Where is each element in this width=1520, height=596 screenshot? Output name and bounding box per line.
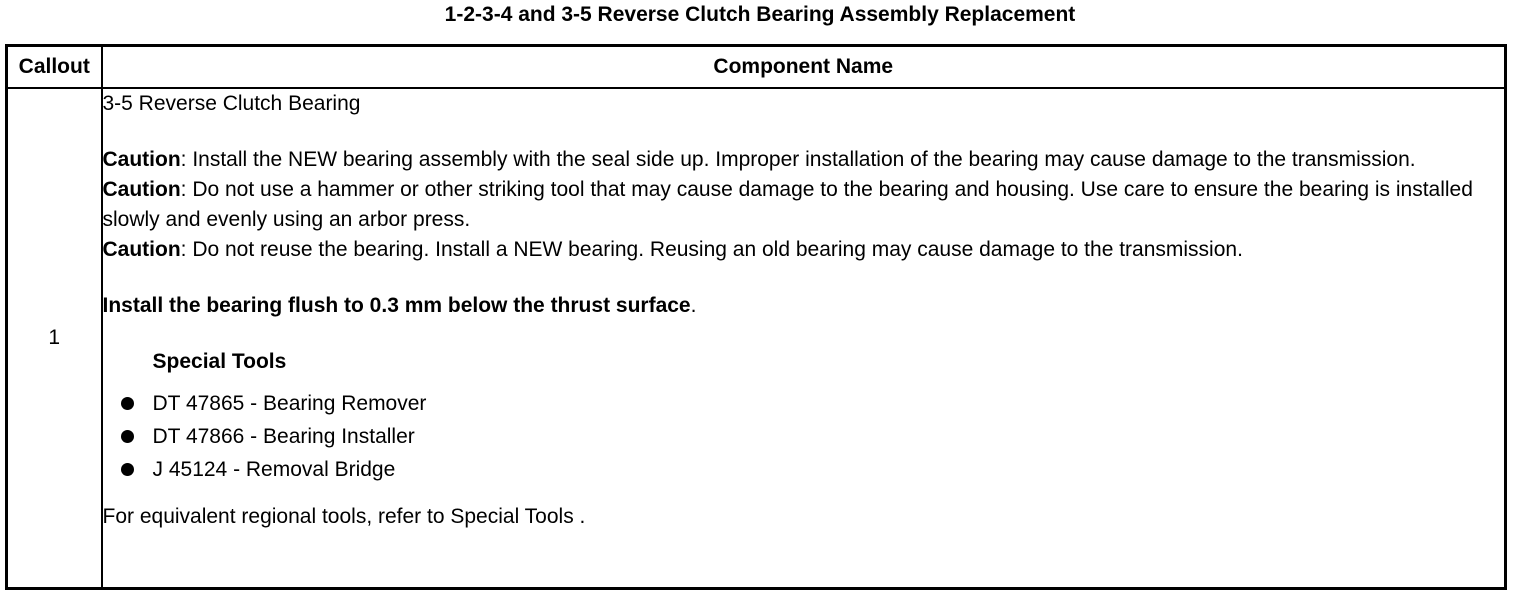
tool-label: DT 47866 - Bearing Installer [152,425,415,448]
component-name-header: Component Name [102,46,1506,89]
bullet-icon [121,397,134,410]
caution-3 [103,235,1505,265]
table-row [7,88,1506,589]
callout-header: Callout [7,46,102,89]
caution-label: Caution [102,148,181,171]
table-header-row [7,46,1506,89]
special-tools-heading: Special Tools [152,350,287,373]
component-name: 3-5 Reverse Clutch Bearing [102,92,361,115]
bullet-icon [121,463,134,476]
tool-label: DT 47865 - Bearing Remover [152,392,427,415]
list-item [103,387,1505,420]
install-instruction [103,291,1505,321]
component-details [102,88,1506,589]
caution-label: Caution [102,238,181,261]
instruction-period: . [690,294,697,317]
tool-label: J 45124 - Removal Bridge [152,458,396,481]
caution-1 [103,145,1505,175]
instruction-text: Install the bearing flush to 0.3 mm below the thrust surface [102,294,691,317]
caution-label: Caution [102,178,181,201]
page-title: 1-2-3-4 and 3-5 Reverse Clutch Bearing Assembly Replacement [444,3,1076,26]
caution-2 [103,175,1505,235]
caution-text: : Do not use a hammer or other striking tool that may cause damage to the bearing and housing. Use care to ensure the bearing is installed slowly and evenly using an arbor press. [102,178,1473,231]
list-item [103,420,1505,453]
callout-number: 1 [7,88,102,589]
bullet-icon [121,430,134,443]
regional-tools-note: For equivalent regional tools, refer to Special Tools . [102,505,586,528]
component-table [5,44,1507,590]
caution-text: : Do not reuse the bearing. Install a NEW bearing. Reusing an old bearing may cause damage to the transmission. [180,238,1243,261]
list-item [103,453,1505,486]
caution-text: : Install the NEW bearing assembly with the seal side up. Improper installation of the bearing may cause damage to the transmission. [180,148,1416,171]
special-tools-list [103,387,1505,486]
